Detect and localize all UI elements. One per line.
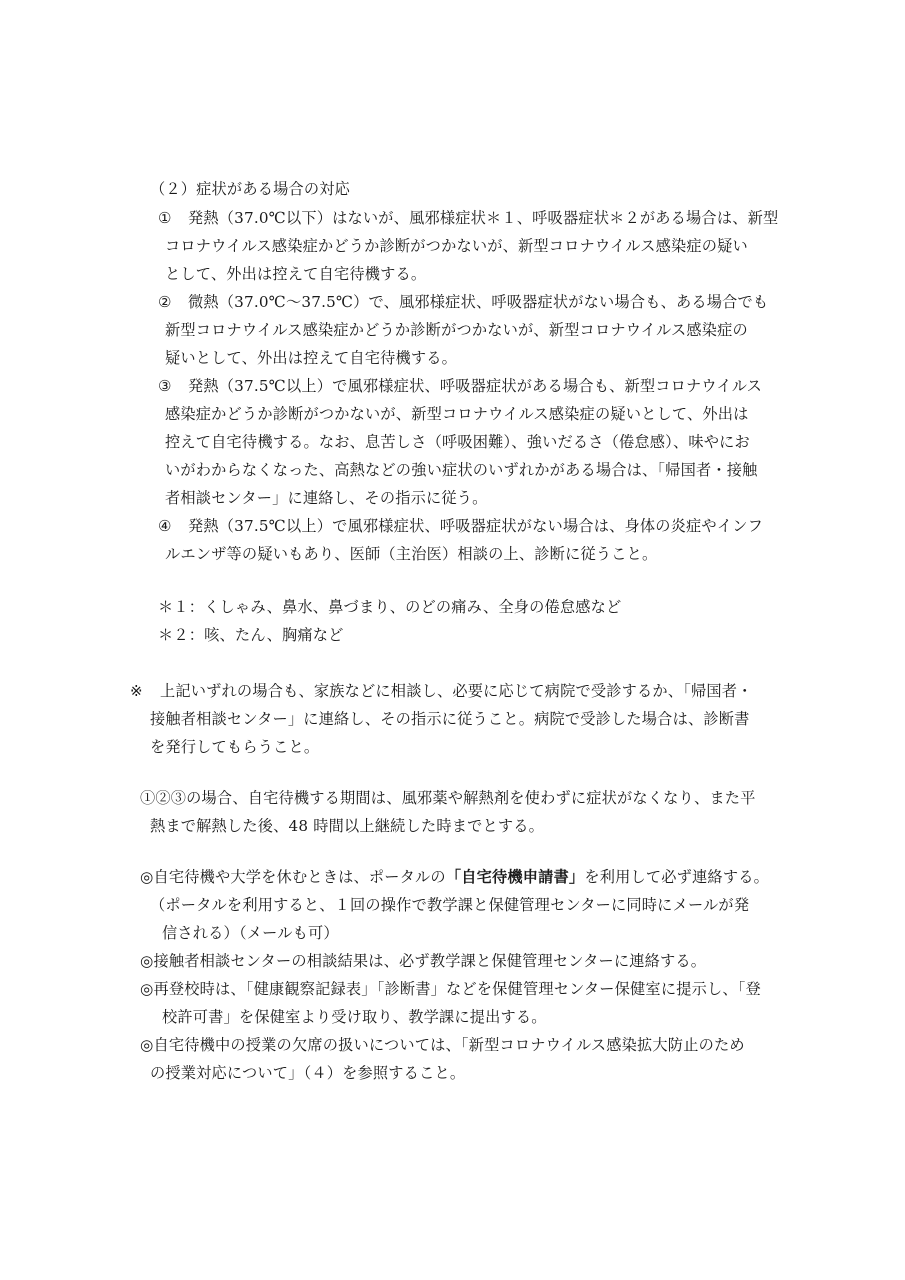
footnote-2: ＊２：咳、たん、胸痛など bbox=[158, 626, 344, 644]
item-3-line-5: 者相談センター」に連絡し、その指示に従う。 bbox=[165, 489, 488, 507]
item-3-line-2: 感染症かどうか診断がつかないが、新型コロナウイルス感染症の疑いとして、外出は bbox=[165, 405, 749, 423]
item-1-marker: ① bbox=[158, 209, 172, 227]
bullet-2-line-1: ◎接触者相談センターの相談結果は、必ず教学課と保健管理センターに連絡する。 bbox=[140, 952, 707, 970]
note-line-1: 上記いずれの場合も、家族などに相談し、必要に応じて病院で受診するか、「帰国者・ bbox=[160, 682, 753, 700]
item-1-line-1: 発熱（37.0℃以下）はないが、風邪様症状＊１、呼吸器症状＊２がある場合は、新型 bbox=[188, 209, 779, 227]
item-4-line-1: 発熱（37.5℃以上）で風邪様症状、呼吸器症状がない場合は、身体の炎症やインフ bbox=[188, 517, 763, 535]
self-isolation-form-name: 「自宅待機申請書」 bbox=[445, 868, 585, 886]
bullet-1-line-2: （ポータルを利用すると、１回の操作で教学課と保健管理センターに同時にメールが発 bbox=[150, 896, 750, 914]
bullet-3-line-1: ◎再登校時は、「健康観察記録表」「診断書」などを保健管理センター保健室に提示し、「登 bbox=[140, 980, 761, 998]
item-1-line-2: コロナウイルス感染症かどうか診断がつかないが、新型コロナウイルス感染症の疑い bbox=[165, 237, 748, 255]
item-2-line-2: 新型コロナウイルス感染症かどうか診断がつかないが、新型コロナウイルス感染症の bbox=[165, 321, 748, 339]
item-1-line-3: として、外出は控えて自宅待機する。 bbox=[165, 265, 427, 283]
bullet-4-line-2: の授業対応について」（４）を参照すること。 bbox=[150, 1064, 466, 1082]
note-marker: ※ bbox=[130, 682, 143, 700]
period-line-1: ①②③の場合、自宅待機する期間は、風邪薬や解熱剤を使わずに症状がなくなり、また平 bbox=[140, 789, 756, 807]
item-4-line-2: ルエンザ等の疑いもあり、医師（主治医）相談の上、診断に従うこと。 bbox=[165, 545, 658, 563]
item-2-line-1: 微熱（37.0℃～37.5℃）で、風邪様症状、呼吸器症状がない場合も、ある場合でも bbox=[188, 293, 769, 311]
footnote-1: ＊１：くしゃみ、鼻水、鼻づまり、のどの痛み、全身の倦怠感など bbox=[158, 598, 622, 616]
period-line-2: 熱まで解熱した後、48 時間以上継続した時までとする。 bbox=[150, 817, 545, 835]
item-3-line-4: いがわからなくなった、高熱などの強い症状のいずれかがある場合は、「帰国者・接触 bbox=[165, 461, 758, 479]
item-2-marker: ② bbox=[158, 293, 172, 311]
item-3-line-1: 発熱（37.5℃以上）で風邪様症状、呼吸器症状がある場合も、新型コロナウイルス bbox=[188, 377, 763, 395]
item-4-marker: ④ bbox=[158, 517, 172, 535]
bullet-1-line-3: 信される）（メールも可） bbox=[162, 924, 339, 942]
item-2-line-3: 疑いとして、外出は控えて自宅待機する。 bbox=[165, 349, 458, 367]
bullet-1-text-pre: ◎自宅待機や大学を休むときは、ポータルの bbox=[140, 868, 446, 886]
note-line-3: を発行してもらうこと。 bbox=[150, 738, 320, 756]
section-heading: （２）症状がある場合の対応 bbox=[150, 180, 351, 198]
note-line-2: 接触者相談センター」に連絡し、その指示に従うこと。病院で受診した場合は、診断書 bbox=[150, 710, 750, 728]
bullet-4-line-1: ◎自宅待機中の授業の欠席の扱いについては、「新型コロナウイルス感染拡大防止のため bbox=[140, 1036, 745, 1054]
item-3-line-3: 控えて自宅待機する。なお、息苦しさ（呼吸困難）、強いだるさ（倦怠感）、味やにお bbox=[165, 433, 750, 451]
bullet-3-line-2: 校許可書」を保健室より受け取り、教学課に提出する。 bbox=[162, 1008, 547, 1026]
bullet-1-text-post: を利用して必ず連絡する。 bbox=[584, 868, 769, 886]
item-3-marker: ③ bbox=[158, 377, 172, 395]
bullet-1-line-1 bbox=[140, 866, 769, 888]
